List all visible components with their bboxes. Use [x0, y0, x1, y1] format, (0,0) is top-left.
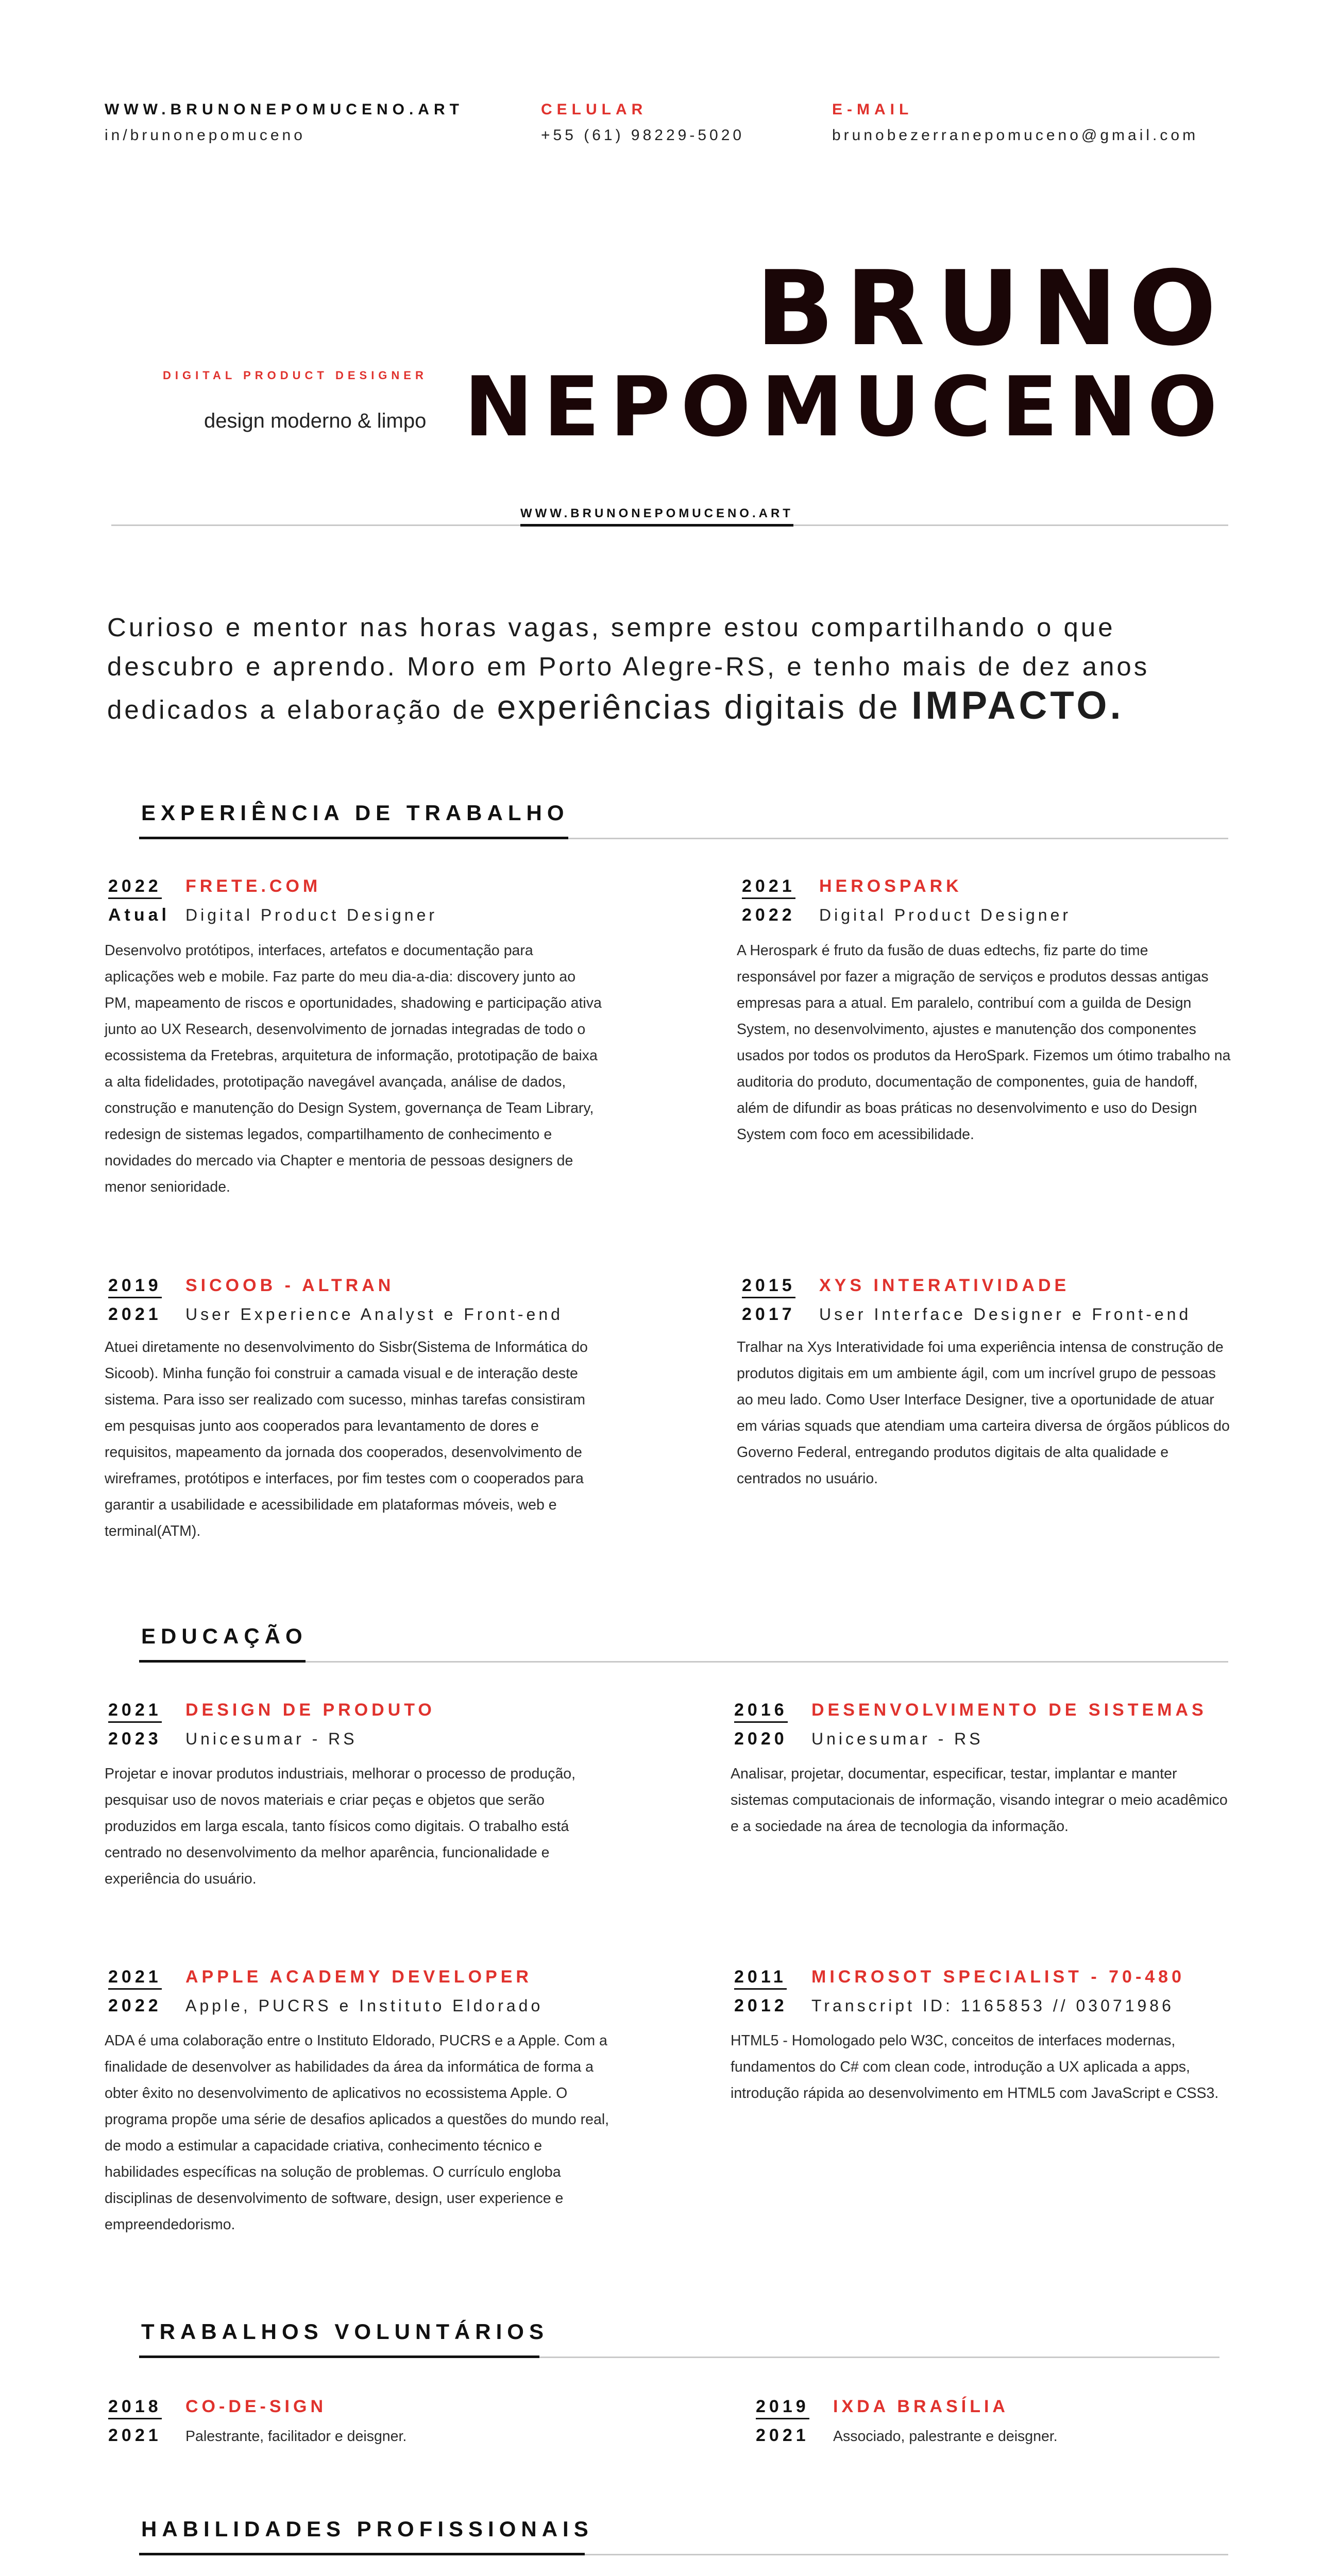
experience-year-end: 2021 [108, 1304, 162, 1324]
experience-item [742, 876, 1236, 925]
header-site-link[interactable]: WWW.BRUNONEPOMUCENO.ART [105, 101, 464, 118]
experience-company: HEROSPARK [819, 876, 962, 896]
experience-description: A Herospark é fruto da fusão de duas edtechs, fiz parte do time responsável por fazer a migração de serviços e produtos dessas antigas empresas para a atual. Em paralelo, contribuí com a guilda de Design System, no desenvolvimento, ajustes e manutenção dos componentes usados por todos os produtos da HeroSpark. Fizemos um ótimo trabalho na auditoria do produto, documentação de componentes, guia de handoff, além de difundir as boas práticas no desenvolvimento e uso do Design System com foco em acessibilidade. [737, 942, 1231, 1143]
intro-impact: IMPACTO. [911, 684, 1124, 727]
experience-year-end: 2022 [742, 905, 795, 925]
experience-divider [568, 838, 1228, 839]
intro-paragraph [107, 608, 1241, 730]
experience-description: Atuei diretamente no desenvolvimento do Sisbr(Sistema de Informática do Sicoob). Minha função foi construir a camada visual e de interação deste sistema. Para isso ser realizado com sucesso, minhas tarefas consistiram em pesquisas junto aos cooperados para levantamento de dores e requisitos, mapeamento da jornada dos cooperados, desenvolvimento de wireframes, protótipos e interfaces, por fim testes com o cooperados para garantir a usabilidade e acessibilidade em plataformas móveis, web e terminal(ATM). [105, 1339, 588, 1539]
experience-year-start: 2021 [742, 876, 819, 899]
experience-year-start: 2019 [108, 1276, 185, 1298]
education-year-end: 2022 [108, 1996, 162, 2015]
volunteer-divider [539, 2357, 1219, 2358]
education-description: Projetar e inovar produtos industriais, melhorar o processo de produção, pesquisar uso de novos materiais e criar peças e objetos que serão produzidos em larga escala, tanto físicos como digitais. O trabalho está centrado no desenvolvimento da melhor aparência, funcionalidade e experiência do usuário. [105, 1766, 576, 1887]
header-email[interactable]: brunobezerranepomuceno@gmail.com [832, 127, 1199, 144]
experience-company: SICOOB - ALTRAN [185, 1276, 395, 1295]
volunteer-item [108, 2397, 572, 2446]
hero-tagline: design moderno & limpo [204, 410, 427, 432]
pro-skills-title-underline [139, 2553, 585, 2555]
experience-description: Desenvolvo protótipos, interfaces, artefatos e documentação para aplicações web e mobile. Faz parte do meu dia-a-dia: discovery junto ao PM, mapeamento de riscos e oportunidades, shadowing e participação ativa junto ao UX Research, desenvolvimento de jornadas integradas de todo o ecossistema da Fretebras, arquitetura de informação, prototipação de baixa a alta fidelidades, prototipação navegável avançada, análise de dados, construção e manutenção do Design System, governança de Team Library, redesign de sistemas legados, compartilhamento de conhecimento e novidades do mercado via Chapter e mentoria de pessoas designers de menor senioridade. [105, 942, 602, 1195]
volunteer-year-end: 2021 [756, 2426, 809, 2445]
experience-year-start: 2022 [108, 876, 185, 899]
volunteer-role: Associado, palestrante e deisgner. [833, 2428, 1058, 2445]
intro-line-1: Curioso e mentor nas horas vagas, sempre estou compartilhando o que [107, 613, 1115, 642]
education-year-end: 2020 [734, 1729, 788, 1749]
header-phone[interactable]: +55 (61) 98229-5020 [541, 127, 745, 144]
education-institution: Unicesumar - RS [811, 1730, 984, 1748]
experience-company: FRETE.COM [185, 876, 321, 896]
hero-site-link[interactable] [520, 506, 793, 527]
hero-first-name: BRUNO [755, 249, 1228, 369]
intro-line-3-start: dedicados a elaboração de [107, 695, 497, 724]
experience-role: Digital Product Designer [185, 906, 438, 924]
education-year-start: 2011 [734, 1967, 811, 1990]
volunteer-section-title: TRABALHOS VOLUNTÁRIOS [141, 2319, 549, 2344]
education-institution: Unicesumar - RS [185, 1730, 358, 1748]
experience-title-underline [139, 837, 568, 839]
education-section-title: EDUCAÇÃO [141, 1624, 308, 1648]
education-course: DESIGN DE PRODUTO [185, 1700, 435, 1720]
education-divider [306, 1661, 1228, 1663]
education-course: APPLE ACADEMY DEVELOPER [185, 1967, 532, 1987]
intro-line-3 [107, 686, 1241, 730]
experience-role: User Interface Designer e Front-end [819, 1305, 1192, 1324]
education-year-start: 2021 [108, 1700, 185, 1723]
intro-line-2: descubro e aprendo. Moro em Porto Alegre-RS, e tenho mais de dez anos [107, 652, 1150, 681]
header-linkedin-handle[interactable]: in/brunonepomuceno [105, 127, 306, 144]
experience-item [742, 1276, 1236, 1325]
experience-year-end: 2017 [742, 1304, 795, 1324]
education-description: ADA é uma colaboração entre o Instituto Eldorado, PUCRS e a Apple. Com a finalidade de desenvolver as habilidades da área da informática de forma a obter êxito no desenvolvimento de aplicativos no ecossistema Apple. O programa propõe uma série de desafios aplicados a questões do mundo real, de modo a estimular a capacidade criativa, conhecimento técnico e habilidades específicas na solução de problemas. O currículo engloba disciplinas de desenvolvimento de software, design, user experience e empreendedorismo. [105, 2032, 609, 2233]
intro-highlight: experiências digitais de [497, 688, 912, 726]
education-institution: Apple, PUCRS e Instituto Eldorado [185, 1996, 544, 2015]
experience-year-start: 2015 [742, 1276, 819, 1298]
header-contact [105, 101, 1228, 147]
education-year-start: 2021 [108, 1967, 185, 1990]
volunteer-organization: IXDA BRASÍLIA [833, 2397, 1009, 2416]
hero-site-link-text[interactable]: WWW.BRUNONEPOMUCENO.ART [520, 506, 793, 527]
experience-company: XYS INTERATIVIDADE [819, 1276, 1070, 1295]
volunteer-year-end: 2021 [108, 2426, 162, 2445]
education-item [734, 1967, 1249, 2016]
hero-last-name: NEPOMUCENO [464, 359, 1228, 455]
pro-skills-section-title: HABILIDADES PROFISSIONAIS [141, 2517, 594, 2541]
education-year-end: 2012 [734, 1996, 788, 2015]
experience-item [108, 876, 603, 925]
experience-item [108, 1276, 603, 1325]
education-course: DESENVOLVIMENTO DE SISTEMAS [811, 1700, 1207, 1720]
education-item [108, 1967, 623, 2016]
education-item [734, 1700, 1249, 1749]
header-phone-label: CELULAR [541, 101, 648, 118]
experience-year-end: Atual [108, 905, 170, 925]
education-course: MICROSOT SPECIALIST - 70-480 [811, 1967, 1185, 1987]
experience-role: Digital Product Designer [819, 906, 1072, 924]
education-description: Analisar, projetar, documentar, especificar, testar, implantar e manter sistemas computacionais de informação, visando integrar o meio acadêmico e a sociedade na área de tecnologia da informação. [731, 1766, 1228, 1835]
hero-tag: DIGITAL PRODUCT DESIGNER [163, 369, 428, 382]
pro-skills-divider [585, 2554, 1228, 2555]
education-year-end: 2023 [108, 1729, 162, 1749]
volunteer-title-underline [139, 2355, 539, 2358]
experience-role: User Experience Analyst e Front-end [185, 1305, 563, 1324]
experience-description: Tralhar na Xys Interatividade foi uma experiência intensa de construção de produtos digitais em um ambiente ágil, com um incrível grupo de pessoas ao meu lado. Como User Interface Designer, tive a oportunidade de atuar em várias squads que atendiam uma carteira diversa de órgãos públicos do Governo Federal, entregando produtos digitais de alta qualidade e centrados no usuário. [737, 1339, 1230, 1487]
volunteer-year-start: 2018 [108, 2397, 185, 2419]
education-institution: Transcript ID: 1165853 // 03071986 [811, 1996, 1174, 2015]
volunteer-organization: CO-DE-SIGN [185, 2397, 327, 2416]
experience-section-title: EXPERIÊNCIA DE TRABALHO [141, 801, 569, 825]
header-email-label: E-MAIL [832, 101, 913, 118]
education-item [108, 1700, 623, 1749]
volunteer-item [756, 2397, 1219, 2446]
education-description: HTML5 - Homologado pelo W3C, conceitos de interfaces modernas, fundamentos do C# com clean code, introdução a UX aplicada a apps, introdução rápida ao desenvolvimento em HTML5 com JavaScript e CSS3. [731, 2032, 1219, 2102]
education-year-start: 2016 [734, 1700, 811, 1723]
volunteer-year-start: 2019 [756, 2397, 833, 2419]
education-title-underline [139, 1660, 306, 1663]
volunteer-role: Palestrante, facilitador e deisgner. [185, 2428, 407, 2445]
